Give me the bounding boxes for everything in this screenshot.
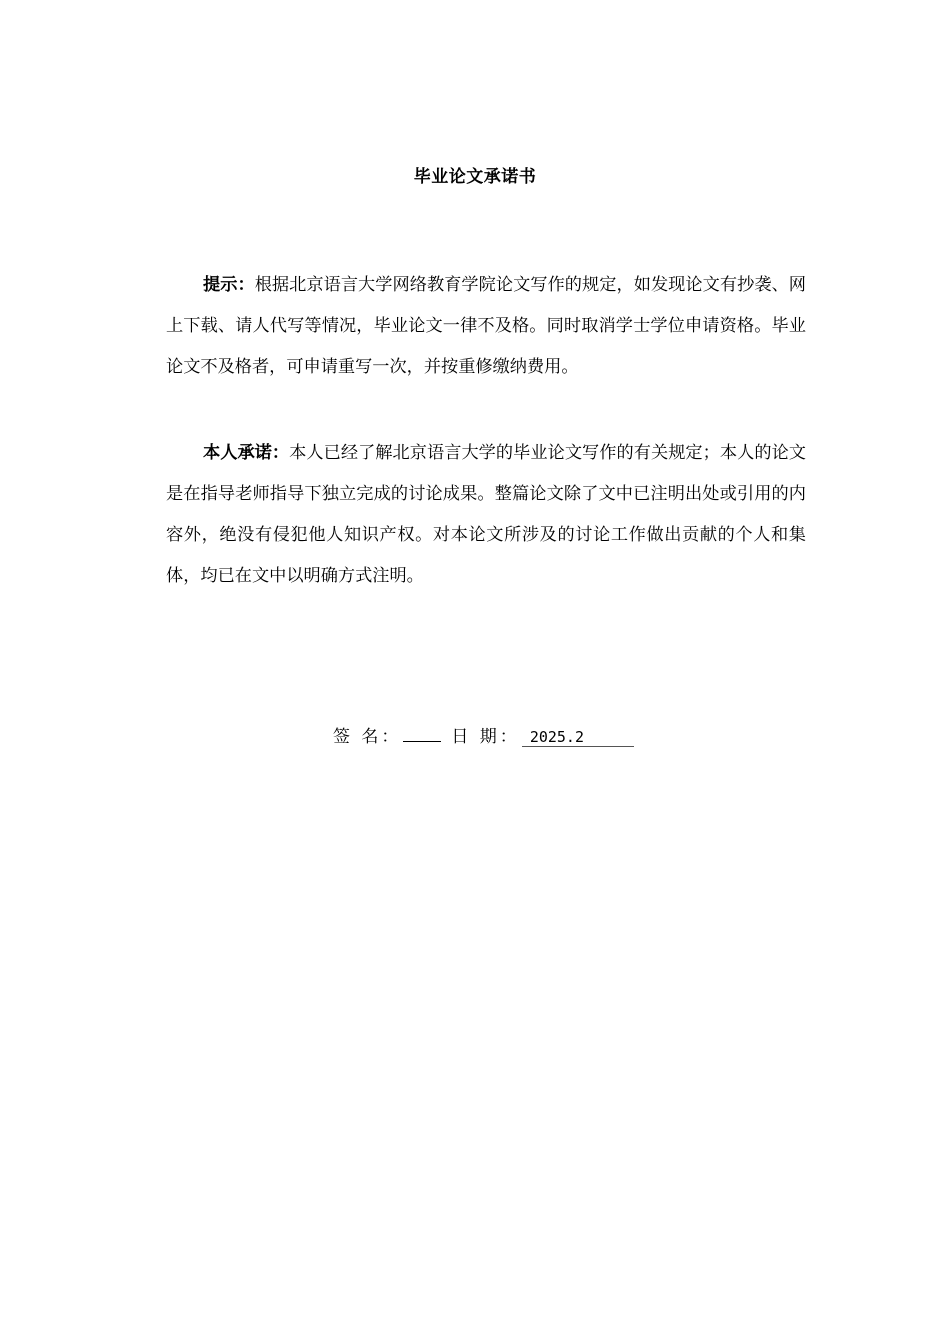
sign-label: 签 名： [333,727,402,747]
date-value: 2025.2 [522,728,634,747]
signature-field[interactable] [403,727,441,742]
pledge-lead: 本人承诺： [203,443,290,464]
pledge-paragraph [166,433,806,597]
notice-text: 根据北京语言大学网络教育学院论文写作的规定，如发现论文有抄袭、网上下载、请人代写等情况，毕业论文一律不及格。同时取消学士学位申请资格。毕业论文不及格者，可申请重写一次，并按重修缴纳费用。 [166,275,806,378]
date-label: 日 期： [451,727,520,747]
notice-paragraph [166,265,806,388]
pledge-text: 本人已经了解北京语言大学的毕业论文写作的有关规定；本人的论文是在指导老师指导下独立完成的讨论成果。整篇论文除了文中已注明出处或引用的内容外，绝没有侵犯他人知识产权。对本论文所涉及的讨论工作做出贡献的个人和集体，均已在文中以明确方式注明。 [166,443,806,587]
document-title: 毕业论文承诺书 [413,167,537,187]
signature-line [333,722,634,747]
notice-lead: 提示： [203,275,255,296]
